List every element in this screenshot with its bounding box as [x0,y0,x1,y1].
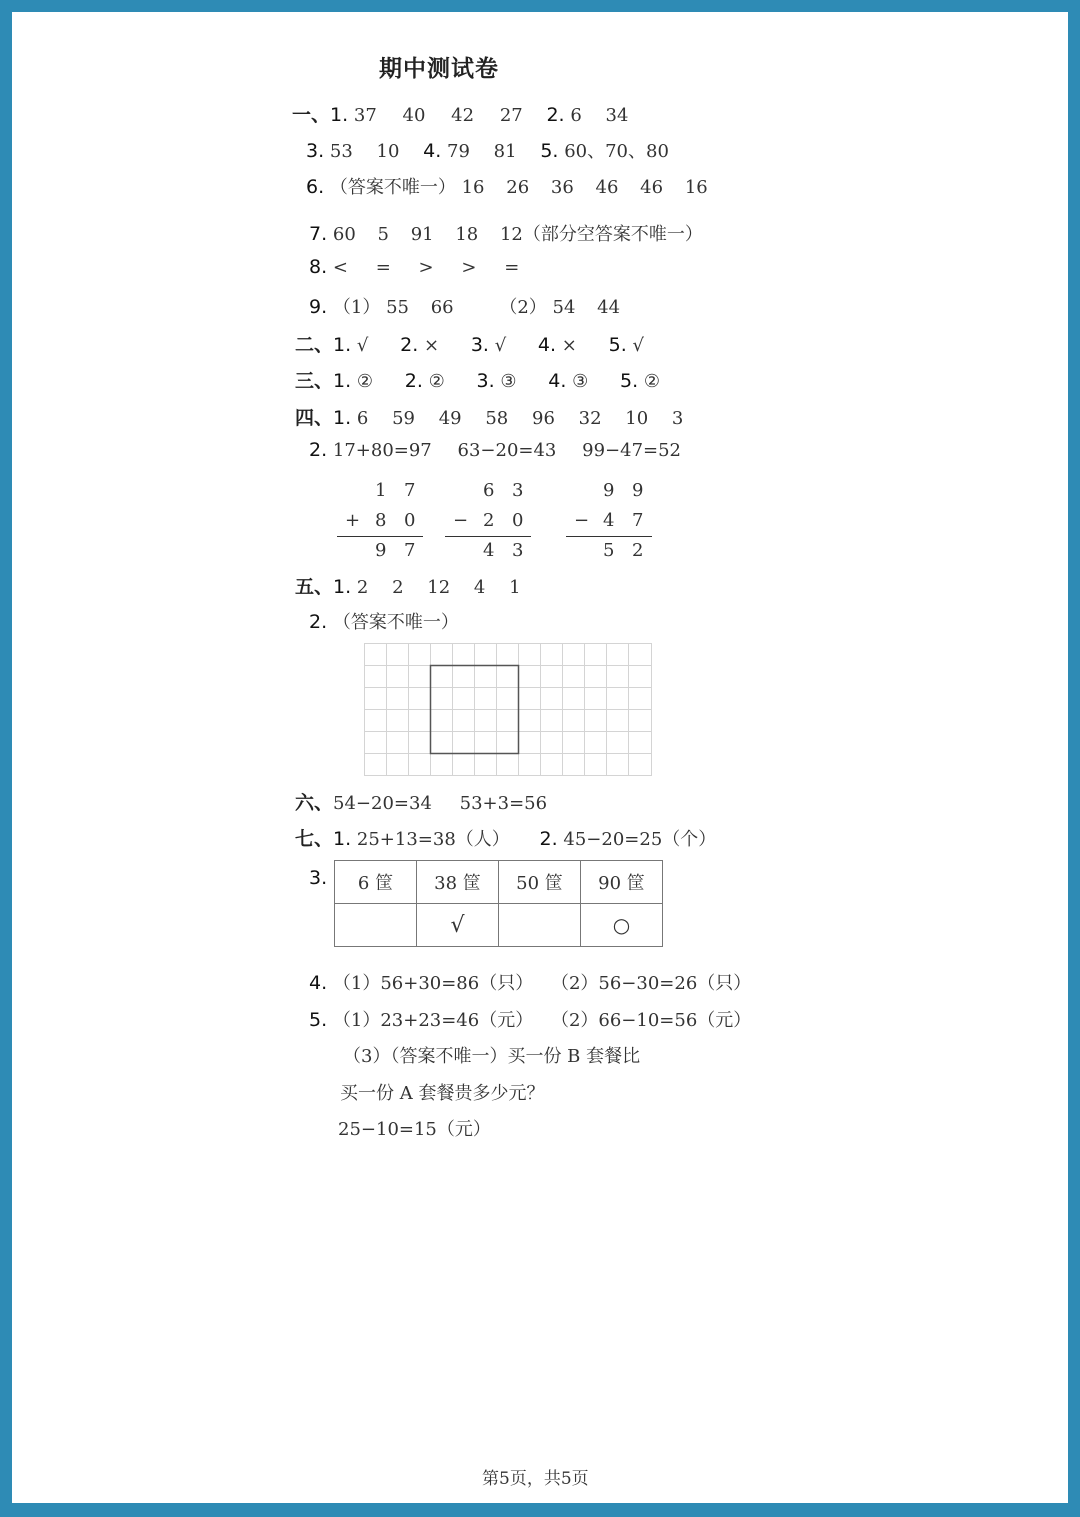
answer: > [461,257,477,278]
answer: 55 [386,297,409,318]
sub-label: （2） [499,297,547,318]
answer: 40 [402,105,426,126]
answer: 5 [377,224,389,245]
circle-mark: ○ [581,904,663,947]
item-number: 9. [309,296,328,318]
answer: 10 [376,141,400,162]
answer: 49 [438,408,462,429]
s4-line1 [295,403,683,430]
answer: 34 [605,105,629,126]
digit: 7 [404,540,416,561]
item-number: 1. [330,104,349,126]
grid-lines [364,643,652,776]
section-label: 二、 [295,334,334,356]
item-number: 1. [333,334,352,356]
vertical-calc-2 [445,478,535,568]
s7-line6: （3）（答案不唯一）买一份 B 套餐比 [343,1046,641,1067]
item-number: 5. [309,1009,328,1031]
digit: 4 [483,540,495,561]
check-mark: √ [417,904,499,947]
item-number: 3. [470,334,489,356]
item-number: 1. [333,828,352,850]
equation: 53+3=56 [459,793,548,814]
digit: 2 [483,510,495,531]
answer: 16 [684,177,708,198]
answer: √ [632,335,644,356]
table-cell [499,904,581,947]
equation: 99−47=52 [582,440,682,461]
note: （答案不唯一） [332,612,459,633]
answer: 66 [430,297,454,318]
s1-line6 [309,293,620,319]
digit: 8 [375,510,387,531]
s7-line1 [295,824,716,851]
answer: 1 [509,577,521,598]
s5-line2 [309,608,459,634]
answer: 3 [671,408,684,429]
section-label: 五、 [295,576,334,598]
digit: 3 [512,540,524,561]
item-number: 4. [537,334,557,356]
digit: 2 [632,540,644,561]
sum-line [337,536,423,537]
answer: 42 [451,105,475,126]
answer: ③ [572,371,589,392]
equation: 63−20=43 [457,440,557,461]
item-number: 2. [539,828,558,850]
operator: − [574,510,590,531]
answer: > [418,257,434,278]
answer: 27 [499,105,523,126]
answer: 32 [578,408,602,429]
answer: ② [643,371,661,392]
item-number: 8. [309,256,328,278]
section-label: 四、 [295,407,334,429]
item-number: 2. [400,334,419,356]
item-number: 5. [540,140,559,162]
answer: 16 [461,177,485,198]
answer: 58 [485,408,509,429]
item-number: 5. [608,334,627,356]
item-number: 2. [546,104,565,126]
section-label: 三、 [295,370,334,392]
s7-line4 [309,969,751,995]
digit: 9 [632,480,644,501]
equation: （2）56−30=26（只） [550,973,752,994]
digit: 4 [603,510,615,531]
digit: 5 [603,540,615,561]
sub-label: （1） [332,297,381,318]
item-number: 3. [309,867,328,889]
item-number: 1. [333,576,352,598]
answer: 4 [473,577,486,598]
digit: 0 [404,510,416,531]
table-mark-row [335,904,663,947]
answer: 60、70、80 [564,141,669,162]
equation: 25+13=38（人） [356,829,510,850]
answer: 91 [410,224,434,245]
s4-line2 [309,439,681,461]
page-footer: 第5页，共5页 [482,1469,589,1489]
s1-line4 [309,220,703,246]
answer: ② [428,371,445,392]
s3-line [295,366,660,393]
item-number: 2. [309,439,328,461]
item-number: 7. [309,223,328,245]
answer: × [561,335,577,356]
answer: 10 [625,408,649,429]
digit: 0 [512,510,524,531]
equation: 45−20=25（个） [563,829,717,850]
item-number: 4. [548,370,567,392]
answer: 54 [552,297,576,318]
operator: − [453,510,469,531]
answer: 96 [532,408,555,429]
item-number: 5. [620,370,639,392]
answer: = [375,257,391,278]
s1-line3 [306,173,708,199]
difference-line [566,536,652,537]
answer: 37 [353,105,377,126]
equation: （1）23+23=46（元） [332,1010,534,1031]
digit: 7 [404,480,416,501]
equation: （1）56+30=86（只） [332,973,534,994]
equation: （2）66−10=56（元） [550,1010,752,1031]
s5-line1 [295,572,521,599]
answer: ③ [500,371,517,392]
s2-line [295,330,644,357]
answer: √ [494,335,507,356]
item-number: 3. [476,370,495,392]
answer: 6 [356,408,369,429]
item-number: 4. [423,140,442,162]
table-cell [335,904,417,947]
answer: 36 [550,177,574,198]
answer: 12 [499,224,523,245]
answer: 12 [427,577,451,598]
answer: √ [356,335,369,356]
item-number: 2. [404,370,423,392]
difference-line [445,536,531,537]
digit: 9 [603,480,615,501]
section-label: 六、 [295,792,334,814]
equation: 17+80=97 [332,440,432,461]
vertical-calc-1 [337,478,427,568]
basket-choice-table [334,860,663,947]
answer: 53 [329,141,353,162]
table-header-cell: 6 筐 [335,861,417,904]
digit: 7 [632,510,644,531]
s1-line1 [292,100,628,127]
answer: 59 [392,408,415,429]
table-header-cell: 50 筐 [499,861,581,904]
note: （答案不唯一） [329,177,456,198]
table-header-row [335,861,663,904]
s1-line2 [306,137,669,163]
operator: + [345,510,361,531]
section-label: 一、 [292,104,331,126]
answer: 46 [595,177,619,198]
digit: 3 [512,480,524,501]
answer: 6 [570,105,582,126]
section-label: 七、 [295,828,334,850]
equation: 54−20=34 [333,793,432,814]
item-number: 4. [309,972,328,994]
note: （部分空答案不唯一） [522,224,703,245]
vertical-calc-3 [566,478,656,568]
table-header-cell: 38 筐 [417,861,499,904]
answer: < [332,257,348,278]
answer: 44 [597,297,621,318]
square-drawing-grid [364,643,652,776]
answer: × [423,335,440,356]
s1-line5 [309,256,519,278]
answer: 26 [506,177,530,198]
s6-line [295,788,547,815]
answer: 46 [640,177,664,198]
answer: 2 [392,577,404,598]
answer-page [12,12,1068,1503]
s7-line7: 买一份 A 套餐贵多少元？ [340,1083,545,1104]
item-number: 3. [306,140,325,162]
answer: ② [356,371,374,392]
digit: 9 [375,540,387,561]
table-header-cell: 90 筐 [581,861,663,904]
answer: 2 [356,577,369,598]
item-number: 2. [309,611,328,633]
item-number: 1. [333,407,352,429]
page-title: 期中测试卷 [379,55,499,82]
digit: 1 [375,480,387,501]
answer: 60 [332,224,356,245]
item-number: 6. [306,176,325,198]
answer: = [504,257,520,278]
answer: 79 [447,141,470,162]
digit: 6 [483,480,495,501]
s7-line5 [309,1006,751,1032]
answer: 81 [493,141,517,162]
answer: 18 [455,224,479,245]
item-number: 1. [333,370,352,392]
s7-line8: 25−10=15（元） [338,1119,491,1140]
